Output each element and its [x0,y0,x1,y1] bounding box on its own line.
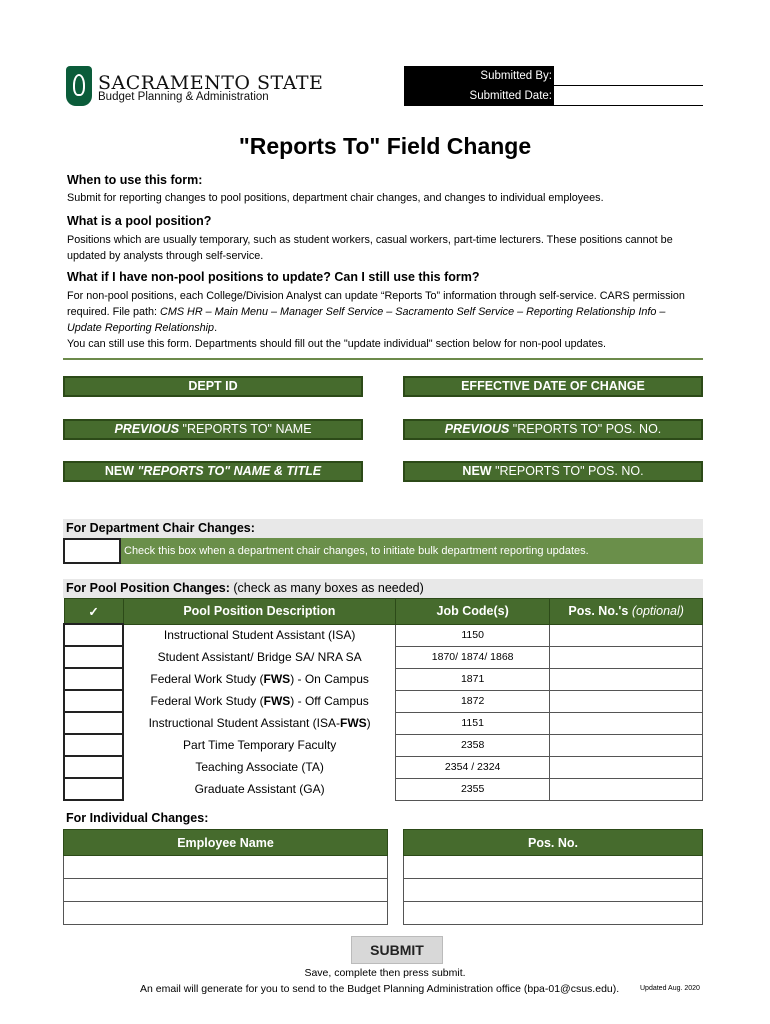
non-pool-text-end: . [214,322,218,334]
dept-chair-heading: For Department Chair Changes: [63,519,703,538]
pool-checkbox[interactable] [64,624,123,646]
job-code: 1151 [395,712,549,734]
pool-position-text: Positions which are usually temporary, such as student workers, casual workers, part-time lecturers. These positions cannot be updated by analysts through self-service. [67,234,673,262]
col-employee-name: Employee Name [64,830,388,856]
new-pos-label: "REPORTS TO" POS. NO. [491,464,644,478]
non-pool-file-path: CMS HR – Main Menu – Manager Self Service – Sacramento Self Service – Reporting Relationship Info – Update Reporting Relationship [67,306,666,334]
dept-chair-note: Check this box when a department chair changes, to initiate bulk department reporting updates. [121,538,703,564]
pos-no-input[interactable] [550,756,703,778]
table-row [64,778,703,800]
dept-id-field[interactable]: DEPT ID [63,376,363,397]
submit-instructions: Save, complete then press submit. [304,967,466,979]
submitted-date-field[interactable] [554,86,703,106]
pos-no-input[interactable] [550,690,703,712]
job-code: 1871 [395,668,549,690]
pool-checkbox[interactable] [64,668,123,690]
new-label: NEW [104,464,135,478]
pool-checkbox[interactable] [64,712,123,734]
pos-no-input[interactable] [550,734,703,756]
new-reports-to-name-field[interactable] [63,461,363,482]
pos-no-input[interactable] [550,778,703,800]
submit-button[interactable]: SUBMIT [351,936,443,964]
individual-heading: For Individual Changes: [63,809,703,828]
employee-name-input[interactable] [64,902,388,925]
submitted-date-input[interactable] [554,86,707,106]
email-note: An email will generate for you to send to the Budget Planning Administration office (bpa-01@csus.edu). [140,983,620,995]
pos-no-input[interactable] [404,902,703,925]
pos-no-table [403,829,703,925]
pool-description: Federal Work Study (FWS) - On Campus [150,672,369,686]
pool-description: Student Assistant/ Bridge SA/ NRA SA [157,650,362,664]
updated-date: Updated Aug. 2020 [640,985,700,992]
new-reports-to-pos-field[interactable] [403,461,703,482]
pool-checkbox[interactable] [64,778,123,800]
submitted-by-input[interactable] [554,66,707,86]
previous-reports-to-name-field[interactable] [63,419,363,440]
job-code: 2355 [395,778,549,800]
previous-reports-to-pos-field[interactable] [403,419,703,440]
table-row [64,734,703,756]
pool-description: Teaching Associate (TA) [195,760,324,774]
pool-checkbox[interactable] [64,646,123,668]
col-pos-nos-optional: (optional) [628,604,684,619]
pool-description: Federal Work Study (FWS) - Off Campus [150,694,369,708]
non-pool-text-main: For non-pool positions, each College/Division Analyst can update “Reports To” information through self-service. CARS permission required. File path: [67,290,685,318]
table-row [64,690,703,712]
pool-description: Instructional Student Assistant (ISA-FWS) [148,716,371,730]
dept-chair-checkbox[interactable] [63,538,121,564]
sac-state-logo-icon [66,66,92,106]
employee-name-input[interactable] [64,879,388,902]
job-code: 1150 [395,624,549,646]
job-code: 2358 [395,734,549,756]
col-pool-description: Pool Position Description [123,599,395,625]
previous-pos-label: "REPORTS TO" POS. NO. [509,422,662,436]
previous-name-label: "REPORTS TO" NAME [179,422,312,436]
pool-description: Instructional Student Assistant (ISA) [163,628,356,643]
pos-no-input[interactable] [550,668,703,690]
pool-checkbox[interactable] [64,756,123,778]
pos-no-input[interactable] [550,712,703,734]
col-pos-nos [550,599,703,625]
pool-description: Graduate Assistant (GA) [194,782,325,796]
job-code: 1872 [395,690,549,712]
col-job-codes: Job Code(s) [395,599,549,625]
pool-heading-bold: For Pool Position Changes: [66,581,230,595]
job-code: 1870/ 1874/ 1868 [395,646,549,668]
table-row [64,646,703,668]
previous-label: PREVIOUS [114,422,180,436]
non-pool-heading: What if I have non-pool positions to update? Can I still use this form? [67,270,480,284]
pool-checkbox[interactable] [64,690,123,712]
page-title: "Reports To" Field Change [238,133,532,159]
pool-position-heading: What is a pool position? [67,214,212,228]
previous-label: PREVIOUS [444,422,510,436]
pool-checkbox[interactable] [64,734,123,756]
when-to-use-heading: When to use this form: [67,173,203,187]
employee-name-table [63,829,388,925]
pos-no-input[interactable] [550,646,703,668]
col-pos-no: Pos. No. [404,830,703,856]
table-row [64,712,703,734]
pool-heading-note: (check as many boxes as needed) [229,581,424,595]
pos-no-input[interactable] [550,624,703,646]
pos-no-input[interactable] [404,879,703,902]
table-row [64,756,703,778]
org-name: SACRAMENTO STATE [98,72,324,94]
submitted-date-label: Submitted Date: [404,86,554,106]
col-pos-nos-label: Pos. No.'s [568,604,629,619]
new-label: NEW [462,464,492,478]
non-pool-text [67,288,703,336]
pool-description: Part Time Temporary Faculty [183,738,337,752]
employee-name-input[interactable] [64,856,388,879]
pool-positions-table [63,598,703,801]
submitted-by-field[interactable] [554,66,703,86]
effective-date-field[interactable]: EFFECTIVE DATE OF CHANGE [403,376,703,397]
job-code: 2354 / 2324 [395,756,549,778]
pool-heading [63,579,703,598]
submitted-by-label: Submitted By: [404,66,554,86]
section-divider [63,358,703,360]
checkmark-icon: ✓ [64,599,123,625]
pool-table-header [64,599,703,625]
table-row [64,668,703,690]
when-to-use-text: Submit for reporting changes to pool positions, department chair changes, and changes to individual employees. [67,192,604,204]
new-name-label: "REPORTS TO" NAME & TITLE [134,464,322,478]
org-department: Budget Planning & Administration [98,91,269,103]
pos-no-input[interactable] [404,856,703,879]
table-row [64,624,703,646]
non-pool-text-2: You can still use this form. Departments should fill out the "update individual" section below for non-pool updates. [67,338,607,350]
